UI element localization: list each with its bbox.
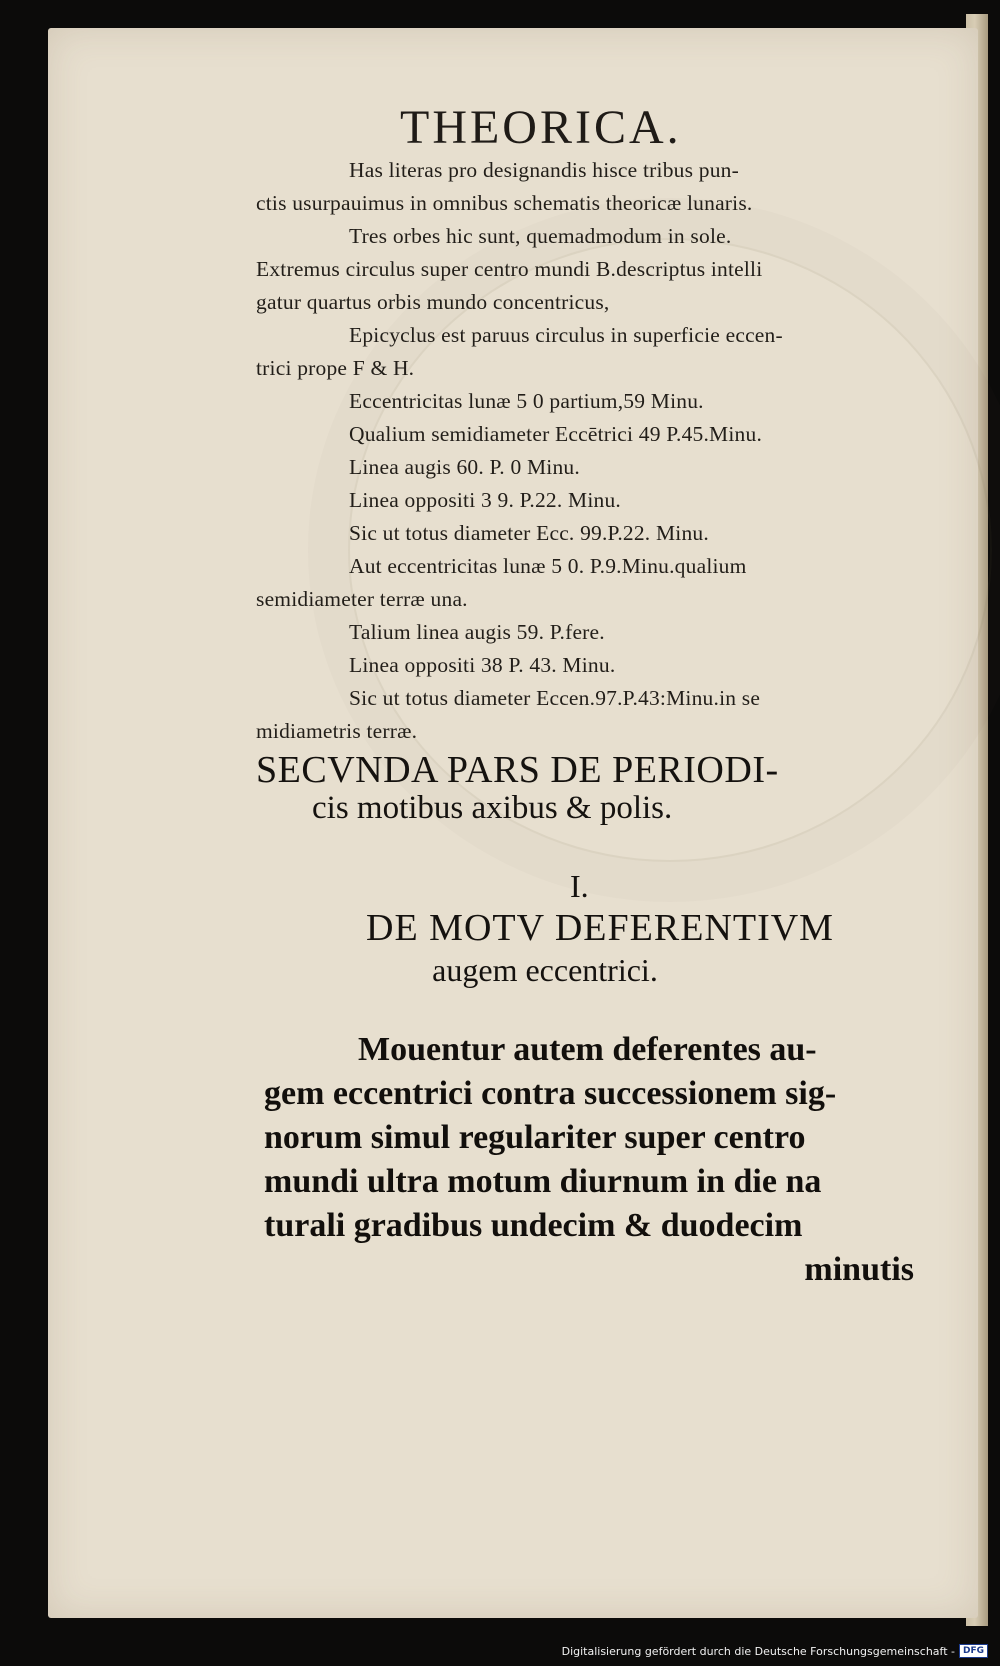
digitization-footer (562, 1644, 988, 1658)
chapter-title-line2: augem eccentrici. (432, 952, 658, 988)
text-line: Epicyclus est paruus circulus in superficie eccen- (349, 323, 783, 347)
section-heading-line1: SECVNDA PARS DE PERIODI- (256, 749, 779, 791)
text-line: gatur quartus orbis mundo concentricus, (256, 290, 610, 314)
text-line: mundi ultra motum diurnum in die na (264, 1163, 822, 1200)
text-line: ctis usurpauimus in omnibus schematis theoricæ lunaris. (256, 191, 753, 215)
text-line: Qualium semidiameter Eccētrici 49 P.45.Minu. (349, 422, 763, 446)
text-line: turali gradibus undecim & duodecim (264, 1207, 803, 1244)
text-line: Linea oppositi 3 9. P.22. Minu. (349, 488, 621, 512)
chapter-title-line1: DE MOTV DEFERENTIVM (366, 907, 834, 949)
section-heading (256, 748, 916, 827)
dfg-logo-icon: DFG (959, 1644, 988, 1658)
text-line: Sic ut totus diameter Ecc. 99.P.22. Minu. (349, 521, 709, 545)
text-line: trici prope F & H. (256, 356, 415, 380)
text-line: Talium linea augis 59. P.fere. (349, 620, 605, 644)
text-line: Aut eccentricitas lunæ 5 0. P.9.Minu.qualium (349, 554, 747, 578)
text-line: Linea augis 60. P. 0 Minu. (349, 455, 580, 479)
text-line: Mouentur autem deferentes au- (358, 1031, 817, 1068)
text-line: Extremus circulus super centro mundi B.descriptus intelli (256, 257, 763, 281)
chapter-number: I. (570, 868, 589, 904)
text-line: Linea oppositi 38 P. 43. Minu. (349, 653, 616, 677)
text-line: minutis (804, 1251, 914, 1288)
text-line: Has literas pro designandis hisce tribus pun- (349, 158, 739, 182)
chapter-title (300, 906, 900, 989)
text-line: gem eccentrici contra successionem sig- (264, 1075, 837, 1112)
footer-credit: Digitalisierung gefördert durch die Deutsche Forschungsgemeinschaft - (561, 1644, 955, 1658)
text-line: semidiameter terræ una. (256, 587, 468, 611)
paragraph-1 (256, 154, 912, 748)
text-line: Tres orbes hic sunt, quemadmodum in sole. (349, 224, 732, 248)
section-heading-line2: cis motibus axibus & polis. (312, 790, 673, 826)
running-head: THEORICA. (400, 101, 682, 154)
text-line: norum simul regulariter super centro (264, 1119, 806, 1156)
text-line: Sic ut totus diameter Eccen.97.P.43:Minu.in se (349, 686, 761, 710)
text-line: Eccentricitas lunæ 5 0 partium,59 Minu. (349, 389, 704, 413)
body-paragraph (264, 1028, 914, 1292)
text-line: midiametris terræ. (256, 719, 418, 743)
